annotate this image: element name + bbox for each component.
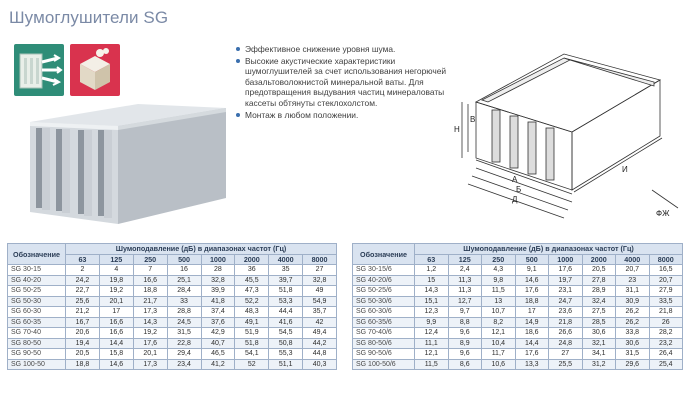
table-row (353, 286, 683, 297)
dim-label-a: А (512, 175, 518, 184)
table-cell: 29,4 (167, 349, 201, 360)
table-cell: 14,4 (515, 338, 549, 349)
table-cell: 18,8 (515, 296, 549, 307)
table-cell: 51,1 (269, 359, 303, 370)
table-cell: 11,7 (482, 349, 516, 360)
table-cell: 21,8 (549, 317, 583, 328)
table-row (353, 265, 683, 276)
table-cell: 49 (303, 286, 337, 297)
table-cell: 48,3 (235, 307, 269, 318)
frequency-header: 63 (415, 254, 449, 265)
table-cell: 21,7 (133, 296, 167, 307)
table-cell: 26,2 (616, 307, 650, 318)
table-row (353, 317, 683, 328)
page-title: Шумоглушители SG (9, 8, 169, 27)
table-cell: 27 (549, 349, 583, 360)
table-cell: 51,8 (235, 338, 269, 349)
table-cell: 49,1 (235, 317, 269, 328)
table-cell: 52 (235, 359, 269, 370)
table-cell: 26,2 (616, 317, 650, 328)
table-cell: 28,8 (167, 307, 201, 318)
frequency-header: 500 (515, 254, 549, 265)
dim-label-d: Д (512, 195, 518, 204)
table-cell: 16,6 (99, 317, 133, 328)
table-cell: 16 (167, 265, 201, 276)
table-cell: 7 (133, 265, 167, 276)
frequency-header: 1000 (201, 254, 235, 265)
table-cell: 28 (201, 265, 235, 276)
table-cell: 30,6 (582, 328, 616, 339)
table-cell: 29,6 (616, 359, 650, 370)
table-cell: 45,5 (235, 275, 269, 286)
table-row (353, 359, 683, 370)
table-cell: 22,7 (66, 286, 100, 297)
table-cell: 37,6 (201, 317, 235, 328)
table-cell: 54,1 (235, 349, 269, 360)
table-cell: 11,1 (415, 338, 449, 349)
table-cell: 9,9 (415, 317, 449, 328)
table-cell: 33,5 (649, 296, 683, 307)
table-cell: 40,7 (201, 338, 235, 349)
dim-label-fz: ФЖ (656, 209, 670, 218)
table-cell: 12,7 (448, 296, 482, 307)
table-cell: 51,8 (269, 286, 303, 297)
table-cell: 19,7 (549, 275, 583, 286)
table-cell: 35 (269, 265, 303, 276)
table-cell: 20,5 (582, 265, 616, 276)
table-row (8, 286, 337, 297)
frequency-header: 8000 (649, 254, 683, 265)
table-cell: 16,5 (649, 265, 683, 276)
table-cell: 19,8 (99, 275, 133, 286)
table-cell: 55,3 (269, 349, 303, 360)
table-cell: 53,3 (269, 296, 303, 307)
row-model-name: SG 80-50 (8, 338, 66, 349)
table-cell: 23,6 (549, 307, 583, 318)
table-cell: 10,6 (482, 359, 516, 370)
table-cell: 9,8 (482, 275, 516, 286)
table-row (8, 317, 337, 328)
table-cell: 31,5 (616, 349, 650, 360)
table-cell: 22,8 (167, 338, 201, 349)
dimension-drawing (452, 40, 684, 226)
table-cell: 24,2 (66, 275, 100, 286)
table-cell: 20,7 (616, 265, 650, 276)
table-cell: 32,8 (201, 275, 235, 286)
table-cell: 17,3 (133, 307, 167, 318)
table-cell: 44,2 (303, 338, 337, 349)
table-cell: 31,1 (616, 286, 650, 297)
table-cell: 19,2 (99, 286, 133, 297)
table-cell: 11,5 (415, 359, 449, 370)
table-cell: 9,6 (448, 349, 482, 360)
table-cell: 20,1 (99, 296, 133, 307)
table-cell: 15,8 (99, 349, 133, 360)
table-cell: 25,5 (549, 359, 583, 370)
table-row (8, 265, 337, 276)
dim-label-i: И (622, 165, 628, 174)
column-header-name: Обозначение (353, 244, 415, 265)
table-cell: 26,6 (549, 328, 583, 339)
table-cell: 24,5 (167, 317, 201, 328)
row-model-name: SG 50-30/6 (353, 296, 415, 307)
table-cell: 8,6 (448, 359, 482, 370)
frequency-header: 250 (133, 254, 167, 265)
table-cell: 19,4 (66, 338, 100, 349)
table-cell: 28,5 (582, 317, 616, 328)
table-cell: 10,4 (482, 338, 516, 349)
table-cell: 52,2 (235, 296, 269, 307)
table-cell: 24,8 (549, 338, 583, 349)
row-model-name: SG 30-15 (8, 265, 66, 276)
table-cell: 11,5 (482, 286, 516, 297)
frequency-header: 1000 (549, 254, 583, 265)
table-cell: 17,6 (133, 338, 167, 349)
table-cell: 12,3 (415, 307, 449, 318)
table-row (353, 275, 683, 286)
airflow-icon (14, 44, 64, 96)
table-cell: 18,6 (515, 328, 549, 339)
table-cell: 26,4 (649, 349, 683, 360)
table-cell: 41,6 (269, 317, 303, 328)
table-cell: 20,7 (649, 275, 683, 286)
row-model-name: SG 100-50/6 (353, 359, 415, 370)
row-model-name: SG 60-30 (8, 307, 66, 318)
table-cell: 18,8 (66, 359, 100, 370)
group-header: Шумоподавление (дБ) в диапазонах частот (Гц) (415, 244, 683, 255)
noise-reduction-table-left (7, 243, 337, 370)
table-cell: 54,5 (269, 328, 303, 339)
table-cell: 46,5 (201, 349, 235, 360)
table-cell: 33,8 (616, 328, 650, 339)
table-cell: 9,7 (448, 307, 482, 318)
frequency-header: 2000 (582, 254, 616, 265)
table-cell: 27,8 (582, 275, 616, 286)
row-model-name: SG 50-25/6 (353, 286, 415, 297)
table-cell: 1,2 (415, 265, 449, 276)
table-cell: 44,4 (269, 307, 303, 318)
table-cell: 42,9 (201, 328, 235, 339)
table-cell: 2,4 (448, 265, 482, 276)
table-row (8, 328, 337, 339)
table-row (8, 359, 337, 370)
table-cell: 10,7 (482, 307, 516, 318)
table-cell: 34,1 (582, 349, 616, 360)
table-row (8, 296, 337, 307)
table-cell: 23,4 (167, 359, 201, 370)
table-cell: 23 (616, 275, 650, 286)
table-cell: 20,5 (66, 349, 100, 360)
table-cell: 41,8 (201, 296, 235, 307)
dim-label-b2: Б (516, 185, 522, 194)
row-model-name: SG 40-20/6 (353, 275, 415, 286)
table-cell: 14,6 (515, 275, 549, 286)
table-cell: 9,1 (515, 265, 549, 276)
column-header-name: Обозначение (8, 244, 66, 265)
table-cell: 9,6 (448, 328, 482, 339)
table-cell: 44,8 (303, 349, 337, 360)
feature-item: Эффективное снижение уровня шума. (234, 44, 449, 55)
feature-icons (14, 44, 120, 96)
table-cell: 47,3 (235, 286, 269, 297)
table-cell: 26 (649, 317, 683, 328)
table-cell: 20,1 (133, 349, 167, 360)
row-model-name: SG 90-50/6 (353, 349, 415, 360)
row-model-name: SG 50-30 (8, 296, 66, 307)
frequency-header: 63 (66, 254, 100, 265)
table-row (8, 338, 337, 349)
table-cell: 17 (99, 307, 133, 318)
row-model-name: SG 70-40/6 (353, 328, 415, 339)
mineral-wool-icon (70, 44, 120, 96)
table-cell: 30,9 (616, 296, 650, 307)
table-row (353, 338, 683, 349)
row-model-name: SG 80-50/6 (353, 338, 415, 349)
table-cell: 35,7 (303, 307, 337, 318)
table-cell: 18,8 (133, 286, 167, 297)
table-cell: 28,9 (582, 286, 616, 297)
table-cell: 51,9 (235, 328, 269, 339)
table-cell: 33 (167, 296, 201, 307)
table-cell: 17 (515, 307, 549, 318)
table-cell: 28,2 (649, 328, 683, 339)
table-cell: 13 (482, 296, 516, 307)
frequency-header: 4000 (269, 254, 303, 265)
dim-label-b: В (470, 115, 476, 124)
table-cell: 12,1 (415, 349, 449, 360)
noise-reduction-table-right (352, 243, 683, 370)
table-cell: 4,3 (482, 265, 516, 276)
table-cell: 20,6 (66, 328, 100, 339)
table-cell: 14,6 (99, 359, 133, 370)
table-cell: 8,9 (448, 338, 482, 349)
table-cell: 40,3 (303, 359, 337, 370)
table-cell: 25,6 (66, 296, 100, 307)
table-cell: 54,9 (303, 296, 337, 307)
row-model-name: SG 60-35 (8, 317, 66, 328)
table-cell: 39,9 (201, 286, 235, 297)
table-cell: 15,1 (415, 296, 449, 307)
row-model-name: SG 60-30/6 (353, 307, 415, 318)
table-cell: 21,2 (66, 307, 100, 318)
table-cell: 17,6 (549, 265, 583, 276)
table-cell: 13,3 (515, 359, 549, 370)
row-model-name: SG 40-20 (8, 275, 66, 286)
feature-item: Монтаж в любом положении. (234, 110, 449, 121)
row-model-name: SG 50-25 (8, 286, 66, 297)
table-cell: 24,7 (549, 296, 583, 307)
table-cell: 32,1 (582, 338, 616, 349)
table-cell: 2 (66, 265, 100, 276)
table-cell: 21,8 (649, 307, 683, 318)
table-cell: 41,2 (201, 359, 235, 370)
table-cell: 27,9 (649, 286, 683, 297)
table-row (353, 296, 683, 307)
table-row (8, 275, 337, 286)
row-model-name: SG 100-50 (8, 359, 66, 370)
frequency-header: 2000 (235, 254, 269, 265)
table-cell: 25,4 (649, 359, 683, 370)
table-cell: 32,4 (582, 296, 616, 307)
table-cell: 30,6 (616, 338, 650, 349)
frequency-header: 125 (448, 254, 482, 265)
table-cell: 8,8 (448, 317, 482, 328)
table-cell: 14,9 (515, 317, 549, 328)
frequency-header: 250 (482, 254, 516, 265)
table-cell: 16,7 (66, 317, 100, 328)
table-cell: 12,4 (415, 328, 449, 339)
table-cell: 23,2 (649, 338, 683, 349)
table-cell: 25,1 (167, 275, 201, 286)
frequency-header: 4000 (616, 254, 650, 265)
table-cell: 4 (99, 265, 133, 276)
silencer-product-image (20, 100, 228, 228)
table-cell: 17,6 (515, 286, 549, 297)
table-cell: 27,5 (582, 307, 616, 318)
feature-item: Высокие акустические характеристики шумоглушителей за счет использования негорючей базальтоволокнистой минеральной ваты. Для предотвращения выдувания частиц минераловаты кассеты обтянуты стеклохолстом. (234, 56, 449, 109)
table-cell: 27 (303, 265, 337, 276)
frequency-header: 8000 (303, 254, 337, 265)
table-cell: 8,2 (482, 317, 516, 328)
table-row (353, 349, 683, 360)
table-cell: 14,4 (99, 338, 133, 349)
table-cell: 17,3 (133, 359, 167, 370)
dim-label-h: Н (454, 125, 460, 134)
frequency-header: 125 (99, 254, 133, 265)
table-cell: 32,8 (303, 275, 337, 286)
table-row (8, 307, 337, 318)
row-model-name: SG 90-50 (8, 349, 66, 360)
table-cell: 17,6 (515, 349, 549, 360)
table-row (353, 328, 683, 339)
table-cell: 23,1 (549, 286, 583, 297)
table-cell: 31,2 (582, 359, 616, 370)
table-cell: 39,7 (269, 275, 303, 286)
table-cell: 16,6 (133, 275, 167, 286)
table-cell: 12,1 (482, 328, 516, 339)
table-cell: 50,8 (269, 338, 303, 349)
table-cell: 16,6 (99, 328, 133, 339)
row-model-name: SG 60-35/6 (353, 317, 415, 328)
frequency-header: 500 (167, 254, 201, 265)
table-cell: 14,3 (133, 317, 167, 328)
table-cell: 36 (235, 265, 269, 276)
row-model-name: SG 30-15/6 (353, 265, 415, 276)
table-cell: 49,4 (303, 328, 337, 339)
table-cell: 37,4 (201, 307, 235, 318)
feature-list (234, 44, 449, 121)
group-header: Шумоподавление (дБ) в диапазонах частот (Гц) (66, 244, 337, 255)
table-cell: 14,3 (415, 286, 449, 297)
table-cell: 15 (415, 275, 449, 286)
table-cell: 42 (303, 317, 337, 328)
table-cell: 11,3 (448, 286, 482, 297)
table-cell: 19,2 (133, 328, 167, 339)
table-cell: 31,5 (167, 328, 201, 339)
table-cell: 28,4 (167, 286, 201, 297)
table-cell: 11,3 (448, 275, 482, 286)
row-model-name: SG 70-40 (8, 328, 66, 339)
table-row (353, 307, 683, 318)
table-row (8, 349, 337, 360)
